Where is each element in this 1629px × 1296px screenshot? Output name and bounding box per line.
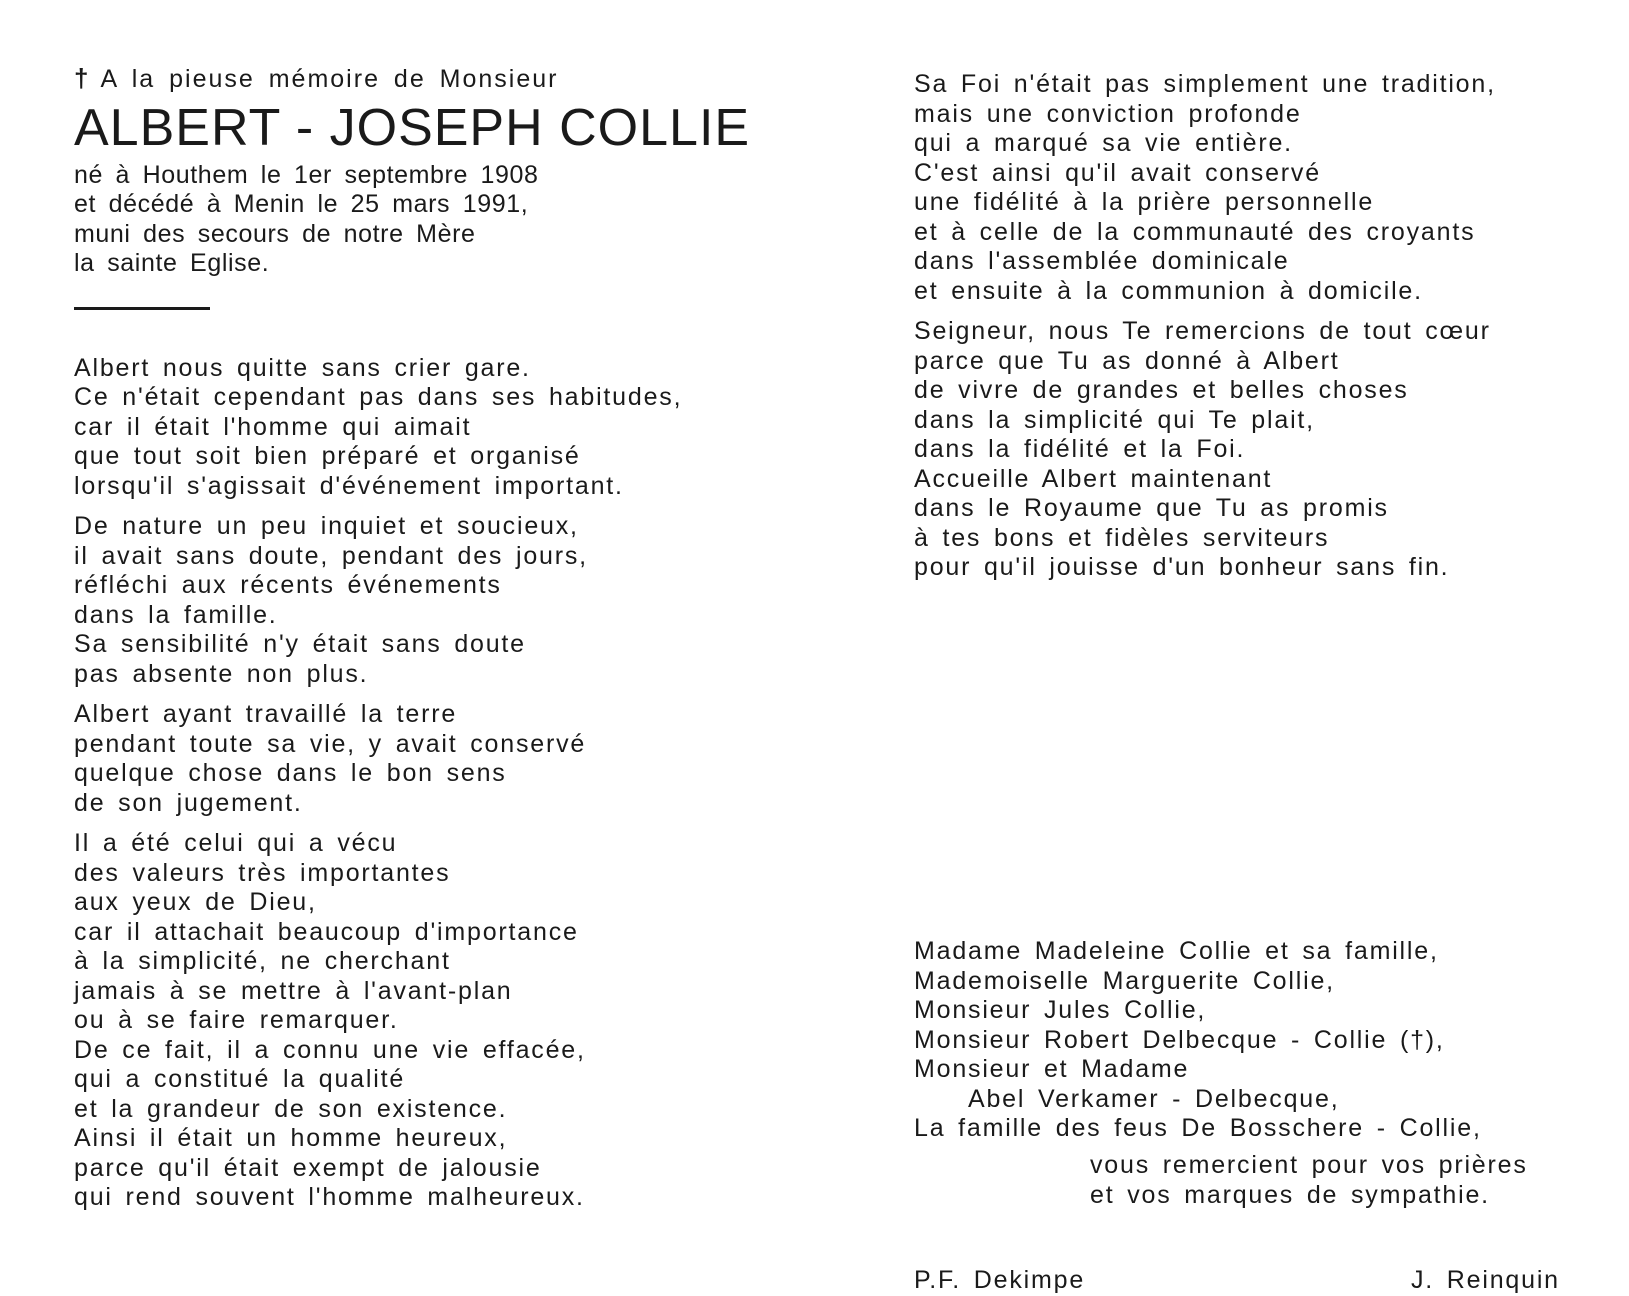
text-line: à tes bons et fidèles serviteurs (914, 523, 1330, 552)
text-line: Albert nous quitte sans crier gare. (74, 353, 531, 382)
text-line: parce que Tu as donné à Albert (914, 346, 1340, 375)
deceased-name: ALBERT - JOSEPH COLLIE (74, 98, 751, 157)
text-line: une fidélité à la prière personnelle (914, 188, 1375, 216)
text-line: pas absente non plus. (74, 659, 369, 688)
family-line: Monsieur Robert Delbecque - Collie (†), (914, 1025, 1445, 1054)
family-line: La famille des feus De Bosschere - Collie, (914, 1114, 1482, 1142)
text-line: réfléchi aux récents événements (74, 571, 502, 599)
text-line: qui a constitué la qualité (74, 1065, 406, 1093)
paragraph (74, 829, 774, 1213)
text-line: Il a été celui qui a vécu (74, 829, 398, 857)
text-line: dans la famille. (74, 600, 278, 629)
signature-left: P.F. Dekimpe (914, 1266, 1086, 1294)
info-line: et décédé à Menin le 25 mars 1991, (74, 190, 529, 218)
text-line: que tout soit bien préparé et organisé (74, 442, 581, 470)
text-line: à la simplicité, ne cherchant (74, 947, 451, 975)
text-line: car il attachait beaucoup d'importance (74, 917, 579, 946)
family-list (914, 937, 1482, 1144)
text-line: C'est ainsi qu'il avait conservé (914, 158, 1321, 187)
paragraph (74, 700, 774, 818)
right-column (914, 70, 1614, 594)
text-line: ou à se faire remarquer. (74, 1006, 399, 1034)
info-line: la sainte Eglise. (74, 249, 270, 277)
text-line: de vivre de grandes et belles choses (914, 376, 1409, 404)
text-line: pour qu'il jouisse d'un bonheur sans fin. (914, 553, 1450, 581)
text-line: qui a marqué sa vie entière. (914, 129, 1293, 157)
text-line: Ce n'était cependant pas dans ses habitudes, (74, 383, 683, 411)
signature-right: J. Reinquin (1411, 1266, 1560, 1294)
paragraph (74, 354, 774, 502)
text-line: qui rend souvent l'homme malheureux. (74, 1183, 585, 1211)
left-column (74, 64, 774, 1224)
text-line: et à celle de la communauté des croyants (914, 217, 1476, 246)
paragraph (914, 70, 1614, 306)
cross-icon: † (74, 63, 91, 93)
text-line: et la grandeur de son existence. (74, 1094, 508, 1123)
text-line: Sa Foi n'était pas simplement une tradition, (914, 70, 1496, 98)
text-line: dans l'assemblée dominicale (914, 247, 1290, 275)
text-line: quelque chose dans le bon sens (74, 759, 507, 787)
family-line: Mademoiselle Marguerite Collie, (914, 966, 1335, 995)
text-line: Accueille Albert maintenant (914, 464, 1273, 493)
intro-text: A la pieuse mémoire de Monsieur (100, 65, 559, 93)
text-line: mais une conviction profonde (914, 99, 1302, 128)
info-line: muni des secours de notre Mère (74, 219, 476, 248)
family-line: Abel Verkamer - Delbecque, (968, 1084, 1340, 1113)
text-line: Seigneur, nous Te remercions de tout cœur (914, 317, 1491, 345)
info-line: né à Houthem le 1er septembre 1908 (74, 160, 539, 189)
text-line: jamais à se mettre à l'avant-plan (74, 976, 513, 1005)
paragraph (74, 512, 774, 689)
text-line: De nature un peu inquiet et soucieux, (74, 512, 579, 540)
intro-line (74, 64, 774, 95)
text-line: dans la fidélité et la Foi. (914, 435, 1246, 463)
text-line: Ainsi il était un homme heureux, (74, 1124, 508, 1152)
text-line: parce qu'il était exempt de jalousie (74, 1153, 542, 1182)
text-line: et ensuite à la communion à domicile. (914, 276, 1423, 305)
text-line: de son jugement. (74, 788, 303, 817)
text-line: dans le Royaume que Tu as promis (914, 494, 1389, 522)
birth-death-info (74, 161, 774, 279)
text-line: car il était l'homme qui aimait (74, 412, 472, 441)
text-line: lorsqu'il s'agissait d'événement important. (74, 471, 624, 500)
thanks-line: vous remercient pour vos prières (1090, 1151, 1528, 1179)
text-line: des valeurs très importantes (74, 858, 451, 887)
text-line: pendant toute sa vie, y avait conservé (74, 729, 587, 758)
text-line: Albert ayant travaillé la terre (74, 700, 458, 728)
text-line: il avait sans doute, pendant des jours, (74, 541, 588, 570)
paragraph (914, 317, 1614, 583)
divider-line (74, 307, 210, 310)
text-line: dans la simplicité qui Te plait, (914, 405, 1315, 434)
text-line: aux yeux de Dieu, (74, 888, 317, 916)
family-line: Monsieur et Madame (914, 1055, 1190, 1083)
family-line: Madame Madeleine Collie et sa famille, (914, 937, 1439, 965)
thanks-text (1090, 1151, 1528, 1210)
family-line: Monsieur Jules Collie, (914, 996, 1207, 1024)
thanks-line: et vos marques de sympathie. (1090, 1180, 1490, 1209)
text-line: Sa sensibilité n'y était sans doute (74, 630, 526, 658)
text-line: De ce fait, il a connu une vie effacée, (74, 1035, 586, 1064)
